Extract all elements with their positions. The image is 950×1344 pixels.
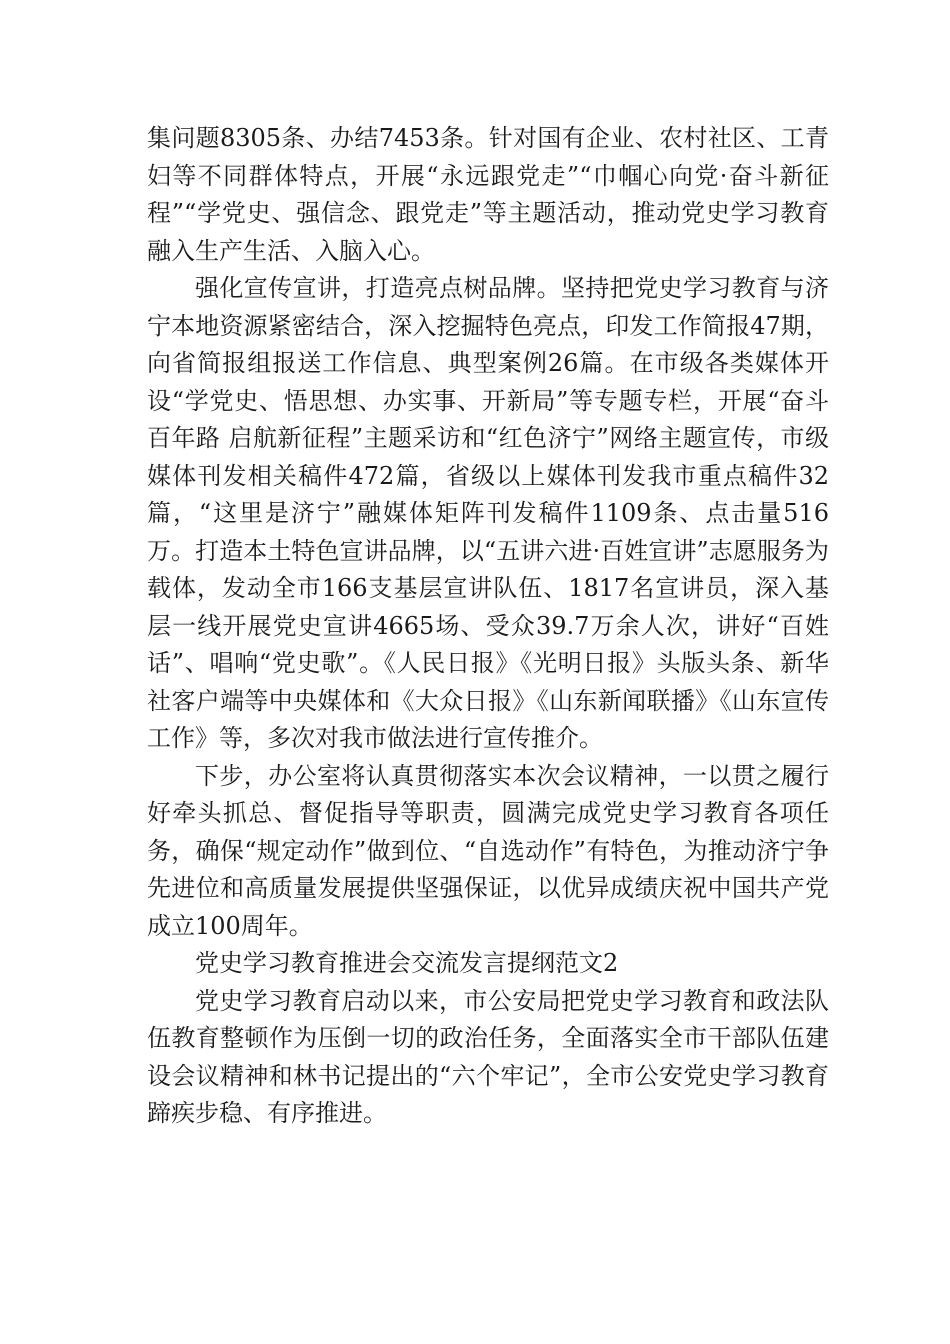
paragraph-police-intro: 党史学习教育启动以来，市公安局把党史学习教育和政法队伍教育整顿作为压倒一切的政治任务，全面落实全市干部队伍建设会议精神和林书记提出的“六个牢记”，全市公安党史学习教育蹄疾步稳、有序推进。 bbox=[147, 986, 829, 1127]
paragraph-publicity: 强化宣传宣讲，打造亮点树品牌。坚持把党史学习教育与济宁本地资源紧密结合，深入挖掘特色亮点，印发工作简报47期，向省简报组报送工作信息、典型案例26篇。在市级各类媒体开设“学党史、悟思想、办实事、开新局”等专题专栏，开展“奋斗百年路 启航新征程”主题采访和“红色济宁”网络主题宣传，市级媒体刊发相关稿件472篇，省级以上媒体刊发我市重点稿件32篇，“这里是济宁”融媒体矩阵刊发稿件1109条、点击量516万。打造本土特色宣讲品牌，以“五讲六进·百姓宣讲”志愿服务为载体，发动全市166支基层宣讲队伍、1817名宣讲员，深入基层一线开展党史宣讲4665场、受众39.7万余人次，讲好“百姓话”、唱响“党史歌”。《人民日报》《光明日报》头版头条、新华社客户端等中央媒体和《大众日报》《山东新闻联播》《山东宣传工作》等，多次对我市做法进行宣传推介。 bbox=[147, 274, 829, 752]
paragraph-next-steps: 下步，办公室将认真贯彻落实本次会议精神，一以贯之履行好牵头抓总、督促指导等职责，圆满完成党史学习教育各项任务，确保“规定动作”做到位、“自选动作”有特色，为推动济宁争先进位和高质量发展提供坚强保证，以优异成绩庆祝中国共产党成立100周年。 bbox=[147, 761, 829, 940]
paragraph-continuation: 集问题8305条、办结7453条。针对国有企业、农村社区、工青妇等不同群体特点，开展“永远跟党走”“巾帼心向党·奋斗新征程”“学党史、强信念、跟党走”等主题活动，推动党史学习教育融入生产生活、入脑入心。 bbox=[147, 124, 829, 265]
document-body bbox=[147, 120, 829, 1133]
section-heading: 党史学习教育推进会交流发言提纲范文2 bbox=[195, 949, 619, 977]
